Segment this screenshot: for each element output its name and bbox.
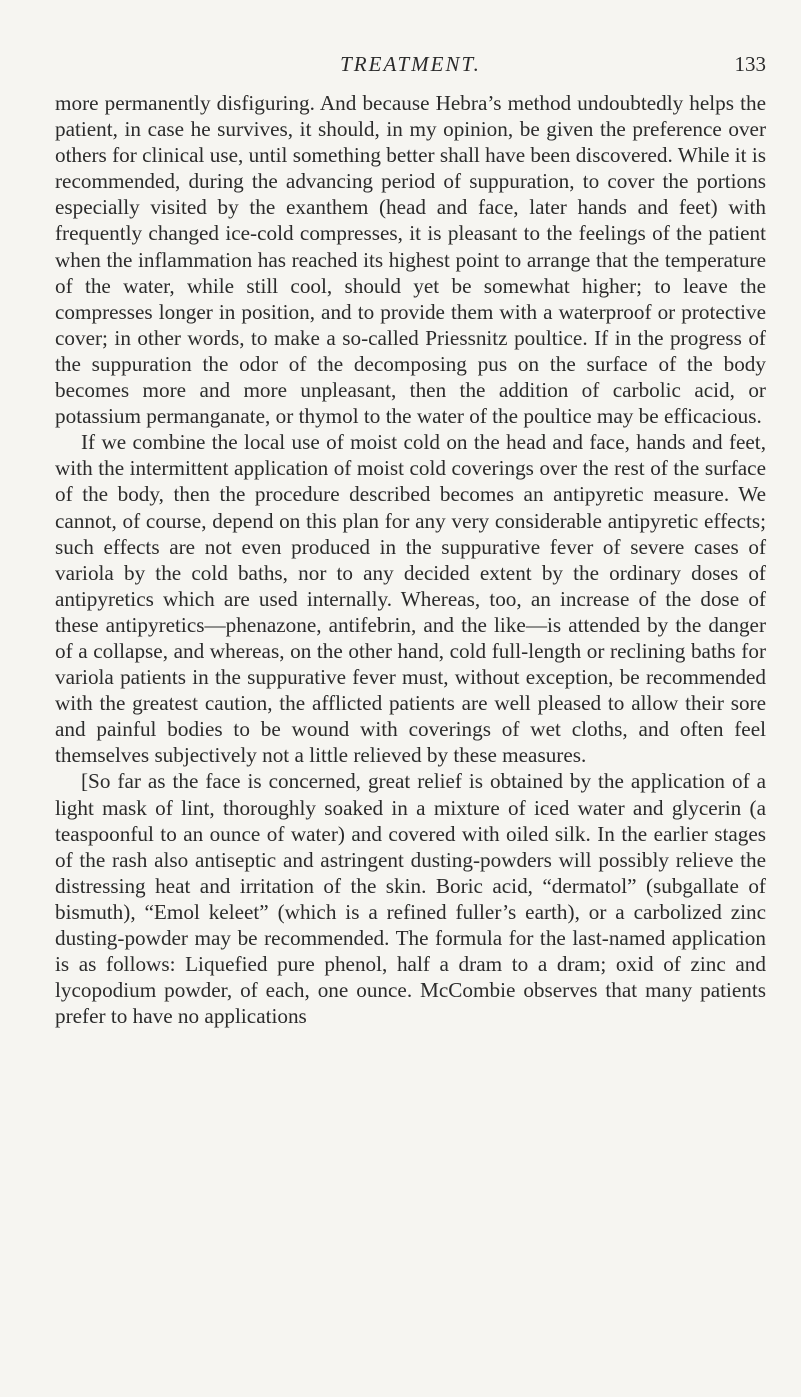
running-title: TREATMENT. bbox=[340, 52, 481, 76]
body-text bbox=[55, 90, 766, 1029]
running-head bbox=[55, 52, 766, 82]
paragraph-face-treatment: [So far as the face is concerned, great relief is obtained by the application of a light mask of lint, thoroughly soaked in a mixture of iced water and glycerin (a teaspoonful to an ounce of water) and covered with oiled silk. In the earlier stages of the rash also antiseptic and astringent dusting-powders will possibly relieve the distressing heat and irritation of the skin. Boric acid, “dermatol” (subgallate of bismuth), “Emol keleet” (which is a refined fuller’s earth), or a carbolized zinc dusting-powder may be recommended. The formula for the last-named application is as follows: Liquefied pure phenol, half a dram to a dram; oxid of zinc and lycopodium powder, of each, one ounce. McCombie observes that many patients prefer to have no applications bbox=[55, 769, 766, 1029]
paragraph-continuation: more permanently disfiguring. And because Hebra’s method undoubtedly helps the patient, in case he survives, it should, in my opinion, be given the preference over others for clinical use, until something better shall have been discovered. While it is recommended, during the advancing period of suppuration, to cover the portions especially visited by the exanthem (head and face, later hands and feet) with frequently changed ice-cold compresses, it is pleasant to the feelings of the patient when the inflammation has reached its highest point to arrange that the temperature of the water, while still cool, should yet be somewhat higher; to leave the compresses longer in position, and to provide them with a waterproof or protective cover; in other words, to make a so-called Priessnitz poultice. If in the progress of the suppuration the odor of the decomposing pus on the surface of the body becomes more and more unpleasant, then the addition of carbolic acid, or potassium permanganate, or thymol to the water of the poultice may be efficacious. bbox=[55, 91, 766, 429]
page-number: 133 bbox=[734, 52, 766, 76]
paragraph-antipyretic: If we combine the local use of moist cold on the head and face, hands and feet, with the intermittent application of moist cold coverings over the rest of the surface of the body, then the procedure described becomes an antipyretic measure. We cannot, of course, depend on this plan for any very considerable antipyretic effects; such effects are not even produced in the suppurative fever of severe cases of variola by the cold baths, nor to any decided extent by the ordinary doses of antipyretics which are used internally. Whereas, too, an increase of the dose of these antipyretics—phenazone, antifebrin, and the like—is attended by the danger of a collapse, and whereas, on the other hand, cold full-length or reclining baths for variola patients in the suppurative fever must, without exception, be recommended with the greatest caution, the afflicted patients are well pleased to allow their sore and painful bodies to be wound with coverings of wet cloths, and often feel themselves subjectively not a little relieved by these measures. bbox=[55, 430, 766, 768]
